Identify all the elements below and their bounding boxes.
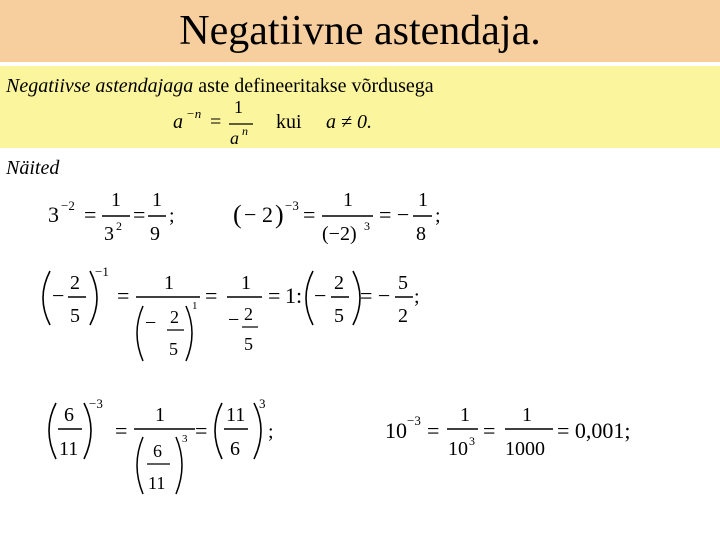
svg-text:2: 2 bbox=[244, 304, 253, 324]
example-1 bbox=[48, 189, 175, 245]
svg-text:−: − bbox=[145, 312, 157, 334]
svg-text:): ) bbox=[275, 200, 284, 229]
svg-text:11: 11 bbox=[59, 438, 79, 460]
svg-text:10: 10 bbox=[448, 438, 468, 460]
example-5 bbox=[385, 404, 631, 460]
svg-text:−3: −3 bbox=[285, 198, 299, 213]
svg-text:= −: = − bbox=[360, 283, 391, 308]
def-lhs-exp: −n bbox=[186, 106, 202, 121]
example-2 bbox=[233, 189, 441, 245]
def-lhs-base: a bbox=[173, 111, 183, 133]
svg-text:=: = bbox=[268, 283, 281, 308]
svg-text:5: 5 bbox=[334, 305, 344, 327]
svg-text:;: ; bbox=[268, 421, 274, 443]
svg-text:3: 3 bbox=[469, 434, 475, 448]
svg-text:(: ( bbox=[233, 200, 242, 229]
svg-text:1: 1 bbox=[164, 272, 174, 294]
svg-text:2: 2 bbox=[262, 202, 273, 227]
svg-text:1: 1 bbox=[111, 189, 121, 211]
svg-text:=: = bbox=[133, 202, 146, 227]
svg-text:2: 2 bbox=[116, 219, 122, 233]
svg-text:2: 2 bbox=[334, 272, 344, 294]
svg-text:=: = bbox=[115, 418, 128, 443]
slide-title: Negatiivne astendaja. bbox=[179, 8, 541, 54]
def-condition-word: kui bbox=[276, 111, 302, 133]
svg-text:=: = bbox=[205, 283, 218, 308]
svg-text:(−2): (−2) bbox=[322, 223, 357, 245]
svg-text:5: 5 bbox=[169, 339, 178, 359]
svg-text:−: − bbox=[244, 202, 257, 227]
svg-text:1: 1 bbox=[418, 189, 428, 211]
svg-text:8: 8 bbox=[416, 223, 426, 245]
svg-text:−: − bbox=[52, 283, 65, 308]
svg-text:9: 9 bbox=[150, 223, 160, 245]
svg-text:3: 3 bbox=[104, 223, 114, 245]
svg-text:=: = bbox=[195, 418, 208, 443]
svg-text:1000: 1000 bbox=[505, 438, 545, 460]
definition-rest: aste defineeritakse võrdusega bbox=[193, 75, 434, 97]
svg-text:5: 5 bbox=[70, 305, 80, 327]
svg-text:= 0,001;: = 0,001; bbox=[557, 418, 631, 443]
svg-text:6: 6 bbox=[64, 404, 74, 426]
def-condition: a ≠ 0. bbox=[326, 111, 372, 133]
example-3 bbox=[43, 264, 420, 361]
definition-italic: Negatiivse astendajaga bbox=[6, 75, 194, 97]
svg-text:1: 1 bbox=[155, 404, 165, 426]
examples-label: Näited bbox=[6, 157, 60, 179]
svg-text:6: 6 bbox=[230, 438, 240, 460]
def-numerator: 1 bbox=[234, 97, 243, 117]
svg-text:−3: −3 bbox=[407, 413, 421, 428]
def-equals: = bbox=[210, 111, 222, 133]
svg-text:;: ; bbox=[169, 205, 175, 227]
svg-text:=: = bbox=[117, 283, 130, 308]
svg-text:=: = bbox=[84, 202, 97, 227]
svg-text:3: 3 bbox=[259, 396, 266, 411]
svg-text:= −: = − bbox=[379, 202, 410, 227]
svg-text:6: 6 bbox=[153, 441, 162, 461]
svg-text:1: 1 bbox=[152, 189, 162, 211]
svg-text:5: 5 bbox=[398, 272, 408, 294]
svg-text:;: ; bbox=[414, 286, 420, 308]
svg-text:1: 1 bbox=[241, 272, 251, 294]
svg-text:1: 1 bbox=[460, 404, 470, 426]
svg-text:2: 2 bbox=[170, 307, 179, 327]
svg-text:3: 3 bbox=[48, 202, 59, 227]
def-denom-base: a bbox=[230, 128, 239, 148]
svg-text:=: = bbox=[483, 418, 496, 443]
svg-text:1: 1 bbox=[343, 189, 353, 211]
svg-text:;: ; bbox=[435, 205, 441, 227]
svg-text:10: 10 bbox=[385, 418, 407, 443]
svg-text:3: 3 bbox=[182, 433, 188, 445]
svg-text:2: 2 bbox=[70, 272, 80, 294]
svg-text:−2: −2 bbox=[61, 198, 75, 213]
svg-text:5: 5 bbox=[244, 334, 253, 354]
def-denom-exp: n bbox=[242, 124, 248, 138]
svg-text:2: 2 bbox=[398, 305, 408, 327]
svg-text:−: − bbox=[228, 309, 240, 331]
svg-text:11: 11 bbox=[148, 473, 166, 493]
svg-text::: : bbox=[296, 283, 303, 308]
svg-text:3: 3 bbox=[364, 219, 370, 233]
svg-text:−1: −1 bbox=[95, 264, 109, 279]
svg-text:1: 1 bbox=[285, 283, 296, 308]
svg-text:=: = bbox=[303, 202, 316, 227]
svg-text:−: − bbox=[314, 283, 327, 308]
svg-text:=: = bbox=[427, 418, 440, 443]
svg-text:1: 1 bbox=[192, 300, 198, 312]
svg-text:−3: −3 bbox=[89, 396, 103, 411]
example-4 bbox=[49, 396, 274, 494]
svg-text:11: 11 bbox=[226, 404, 246, 426]
definition-formula bbox=[173, 97, 372, 148]
svg-text:1: 1 bbox=[522, 404, 532, 426]
